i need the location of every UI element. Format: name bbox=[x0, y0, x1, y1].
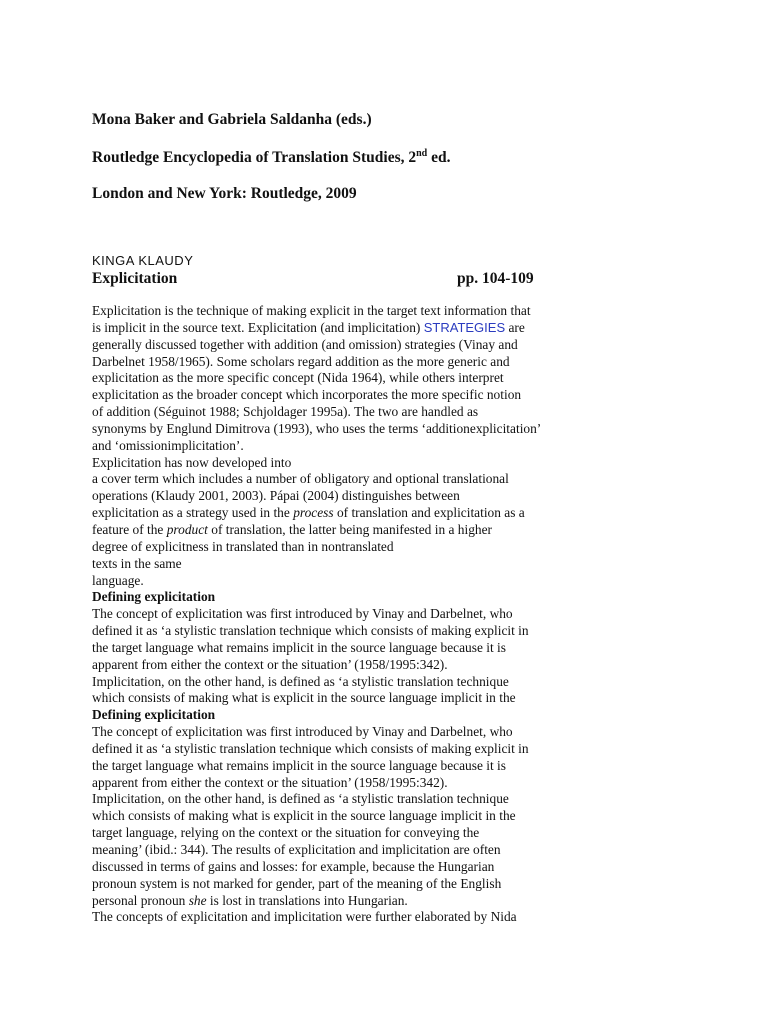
section-heading: Defining explicitation bbox=[92, 589, 216, 605]
body-line: texts in the same bbox=[92, 555, 182, 571]
edition-superscript: nd bbox=[416, 147, 428, 159]
body-line: meaning’ (ibid.: 344). The results of explicitation and implicitation are often bbox=[92, 842, 501, 857]
body-line: language. bbox=[92, 572, 144, 588]
body-line: Implicitation, on the other hand, is defined as ‘a stylistic translation technique bbox=[92, 791, 509, 807]
body-line: apparent from either the context or the situation’ (1958/1995:342). bbox=[92, 656, 448, 672]
body-line: pronoun system is not marked for gender, part of the meaning of the English bbox=[92, 875, 502, 891]
body-line: operations (Klaudy 2001, 2003). Pápai (2004) distinguishes between bbox=[92, 488, 460, 504]
body-line bbox=[92, 505, 712, 522]
body-text: of translation, the latter being manifested in a higher bbox=[207, 521, 492, 537]
body-line: discussed in terms of gains and losses: for example, because the Hungarian bbox=[92, 858, 495, 874]
body-line: The concept of explicitation was first introduced by Vinay and Darbelnet, who bbox=[92, 724, 513, 740]
book-title-text: Routledge Encyclopedia of Translation Studies, 2 bbox=[92, 149, 417, 166]
editors-line: Mona Baker and Gabriela Saldanha (eds.) bbox=[92, 111, 372, 128]
body-line: the target language what remains implicit in the source language because it is bbox=[92, 757, 506, 773]
body-line: synonyms by Englund Dimitrova (1993), who uses the terms ‘additionexplicitation’ bbox=[92, 420, 542, 436]
emphasis-product: product bbox=[166, 521, 208, 537]
body-line: Implicitation, on the other hand, is defined as ‘a stylistic translation technique bbox=[92, 673, 509, 689]
body-text: are bbox=[505, 319, 525, 335]
entry-pages: pp. 104-109 bbox=[457, 270, 534, 287]
body-text: feature of the bbox=[92, 521, 167, 537]
body-line: which consists of making what is explicit in the source language implicit in the bbox=[92, 690, 516, 706]
body-line: defined it as ‘a stylistic translation technique which consists of making explicit in bbox=[92, 623, 529, 639]
body-line: Darbelnet 1958/1965). Some scholars regard addition as the more generic and bbox=[92, 353, 510, 369]
body-line bbox=[92, 522, 712, 539]
publisher-line: London and New York: Routledge, 2009 bbox=[92, 185, 357, 202]
body-line: and ‘omissionimplicitation’. bbox=[92, 437, 244, 453]
body-text: personal pronoun bbox=[92, 892, 189, 908]
entry-title-row bbox=[92, 269, 712, 289]
strategies-link[interactable]: STRATEGIES bbox=[423, 319, 506, 335]
body-line: The concept of explicitation was first introduced by Vinay and Darbelnet, who bbox=[92, 606, 513, 622]
body-text: explicitation as a strategy used in the bbox=[92, 505, 294, 521]
body-line: generally discussed together with addition (and omission) strategies (Vinay and bbox=[92, 336, 518, 352]
body-line: defined it as ‘a stylistic translation technique which consists of making explicit in bbox=[92, 740, 529, 756]
entry-body bbox=[92, 303, 712, 926]
body-line: degree of explicitness in translated than in nontranslated bbox=[92, 538, 394, 554]
body-line: which consists of making what is explicit in the source language implicit in the bbox=[92, 808, 516, 824]
body-line: Explicitation has now developed into bbox=[92, 454, 292, 470]
body-text: of translation and explicitation as a bbox=[333, 505, 525, 521]
body-line: target language, relying on the context or the situation for conveying the bbox=[92, 825, 480, 841]
section-heading: Defining explicitation bbox=[92, 707, 216, 723]
book-title-line bbox=[92, 148, 712, 168]
body-line: the target language what remains implicit in the source language because it is bbox=[92, 639, 506, 655]
body-line: apparent from either the context or the situation’ (1958/1995:342). bbox=[92, 774, 448, 790]
body-line: explicitation as the more specific concept (Nida 1964), while others interpret bbox=[92, 370, 504, 386]
body-text: is implicit in the source text. Explicitation (and implicitation) bbox=[92, 319, 424, 335]
entry-title: Explicitation bbox=[92, 270, 178, 287]
body-line: a cover term which includes a number of obligatory and optional translational bbox=[92, 471, 509, 487]
body-line: of addition (Séguinot 1988; Schjoldager 1995a). The two are handled as bbox=[92, 404, 479, 420]
emphasis-she: she bbox=[188, 892, 207, 908]
body-line: The concepts of explicitation and implicitation were further elaborated by Nida bbox=[92, 909, 517, 925]
body-text: is lost in translations into Hungarian. bbox=[206, 892, 408, 908]
body-line bbox=[92, 893, 712, 910]
body-line: explicitation as the broader concept which incorporates the more specific notion bbox=[92, 387, 522, 403]
entry-author: KINGA KLAUDY bbox=[92, 253, 194, 268]
emphasis-process: process bbox=[293, 505, 334, 521]
book-title-suffix: ed. bbox=[427, 149, 451, 166]
body-line bbox=[92, 320, 712, 337]
body-line: Explicitation is the technique of making explicit in the target text information that bbox=[92, 303, 531, 318]
document-page bbox=[92, 110, 712, 926]
